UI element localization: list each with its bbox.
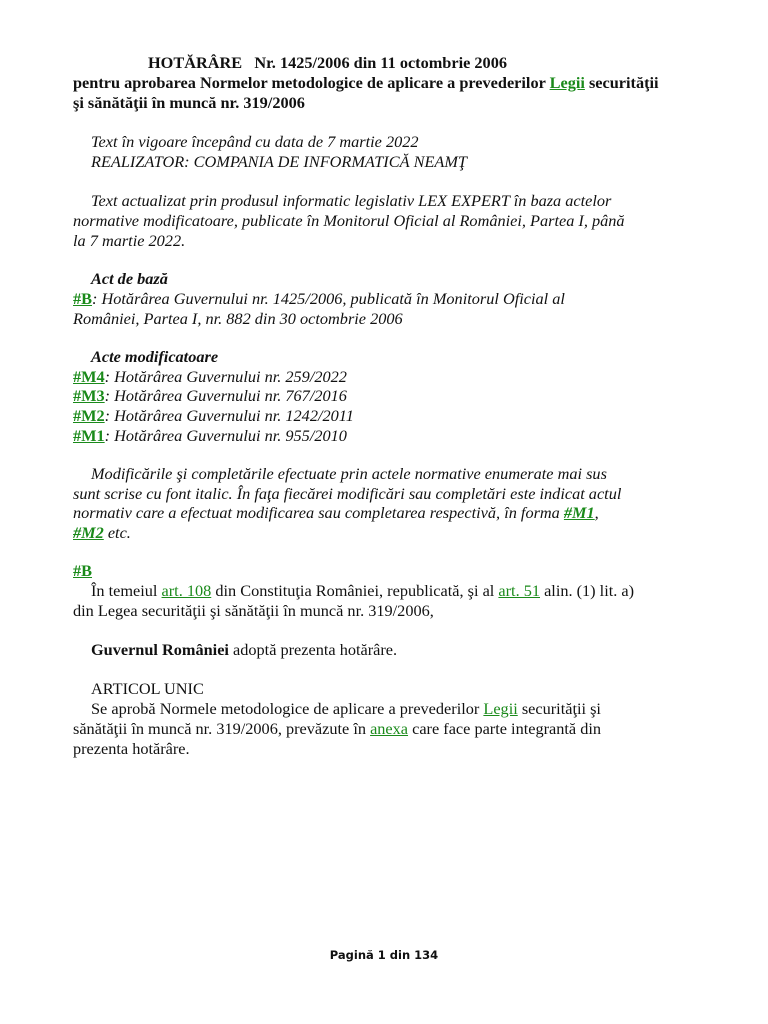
m4-link[interactable]: #M4 bbox=[73, 367, 105, 386]
art-108-link[interactable]: art. 108 bbox=[161, 581, 212, 600]
body-b-link[interactable]: #B bbox=[73, 561, 93, 580]
articol-text: sănătăţii în muncă nr. 319/2006, prevăzute în bbox=[73, 719, 371, 738]
articol-heading: ARTICOL UNIC bbox=[91, 679, 204, 698]
list-item-text: : Hotărârea Guvernului nr. 955/2010 bbox=[104, 426, 347, 445]
actualizat-line-3: la 7 martie 2022. bbox=[73, 231, 186, 250]
list-item-text: : Hotărârea Guvernului nr. 1242/2011 bbox=[104, 406, 354, 425]
temei-text: În temeiul bbox=[91, 581, 162, 600]
guvern-text: adoptă prezenta hotărâre. bbox=[228, 640, 398, 659]
guvern-line bbox=[91, 640, 397, 660]
act-baza-heading: Act de bază bbox=[91, 269, 168, 288]
act-baza-text: : Hotărârea Guvernului nr. 1425/2006, publicată în Monitorul Oficial al bbox=[92, 289, 565, 308]
acte-modificatoare-heading: Acte modificatoare bbox=[91, 347, 219, 366]
m2-link[interactable]: #M2 bbox=[73, 406, 105, 425]
act-baza-line-2: României, Partea I, nr. 882 din 30 octombrie 2006 bbox=[73, 309, 403, 328]
temei-line-2: din Legea securităţii şi sănătăţii în muncă nr. 319/2006, bbox=[73, 601, 434, 620]
subtitle-text: securităţii bbox=[584, 73, 659, 92]
m3-link[interactable]: #M3 bbox=[73, 386, 105, 405]
act-baza-line-1 bbox=[73, 289, 565, 309]
m1-link[interactable]: #M1 bbox=[73, 426, 105, 445]
vigoare-text: Text în vigoare începând cu data de 7 martie 2022 bbox=[91, 132, 419, 151]
list-item bbox=[73, 386, 347, 406]
legii-link[interactable]: Legii bbox=[549, 73, 585, 92]
subtitle-line-1 bbox=[73, 73, 659, 93]
nota-text: normativ care a efectuat modificarea sau completarea respectivă, în forma bbox=[73, 503, 564, 522]
articol-text: Se aprobă Normele metodologice de aplicare a prevederilor bbox=[91, 699, 484, 718]
list-item bbox=[73, 406, 354, 426]
guvern-name: Guvernul României bbox=[91, 640, 229, 659]
nota-m2-link[interactable]: #M2 bbox=[73, 523, 104, 542]
document-title bbox=[148, 53, 507, 73]
list-item-text: : Hotărârea Guvernului nr. 767/2016 bbox=[104, 386, 347, 405]
doc-number: Nr. 1425/2006 din 11 octombrie 2006 bbox=[254, 53, 507, 72]
list-item bbox=[73, 426, 347, 446]
nota-line-2: sunt scrise cu font italic. În faţa fiecărei modificări sau completări este indicat actul bbox=[73, 484, 622, 503]
articol-text: securităţii şi bbox=[517, 699, 601, 718]
nota-line-3 bbox=[73, 503, 599, 523]
nota-m1-link[interactable]: #M1 bbox=[563, 503, 595, 522]
body-marker bbox=[73, 561, 92, 581]
articol-line-2 bbox=[73, 719, 601, 739]
nota-line-1: Modificările şi completările efectuate prin actele normative enumerate mai sus bbox=[91, 464, 607, 483]
b-link[interactable]: #B bbox=[73, 289, 93, 308]
nota-line-4 bbox=[73, 523, 131, 543]
page-number: Pagină 1 din 134 bbox=[329, 948, 439, 962]
actualizat-line-2: normative modificatoare, publicate în Monitorul Oficial al României, Partea I, până bbox=[73, 211, 625, 230]
subtitle-text: pentru aprobarea Normelor metodologice de aplicare a prevederilor bbox=[73, 73, 550, 92]
articol-text: care face parte integrantă din bbox=[408, 719, 602, 738]
realizator-text: REALIZATOR: COMPANIA DE INFORMATICĂ NEAMŢ bbox=[91, 152, 467, 171]
nota-text: , bbox=[594, 503, 599, 522]
legii-link-2[interactable]: Legii bbox=[483, 699, 518, 718]
art-51-link[interactable]: art. 51 bbox=[498, 581, 540, 600]
articol-line-3: prezenta hotărâre. bbox=[73, 739, 190, 758]
doc-type: HOTĂRÂRE bbox=[148, 53, 243, 72]
list-item bbox=[73, 367, 347, 387]
nota-text: etc. bbox=[103, 523, 131, 542]
temei-text: alin. (1) lit. a) bbox=[540, 581, 635, 600]
temei-line-1 bbox=[91, 581, 634, 601]
articol-line-1 bbox=[91, 699, 601, 719]
list-item-text: : Hotărârea Guvernului nr. 259/2022 bbox=[104, 367, 347, 386]
temei-text: din Constituţia României, republicată, şi al bbox=[211, 581, 499, 600]
actualizat-line-1: Text actualizat prin produsul informatic legislativ LEX EXPERT în baza actelor bbox=[91, 191, 612, 210]
anexa-link[interactable]: anexa bbox=[370, 719, 409, 738]
subtitle-line-2: şi sănătăţii în muncă nr. 319/2006 bbox=[73, 93, 305, 112]
